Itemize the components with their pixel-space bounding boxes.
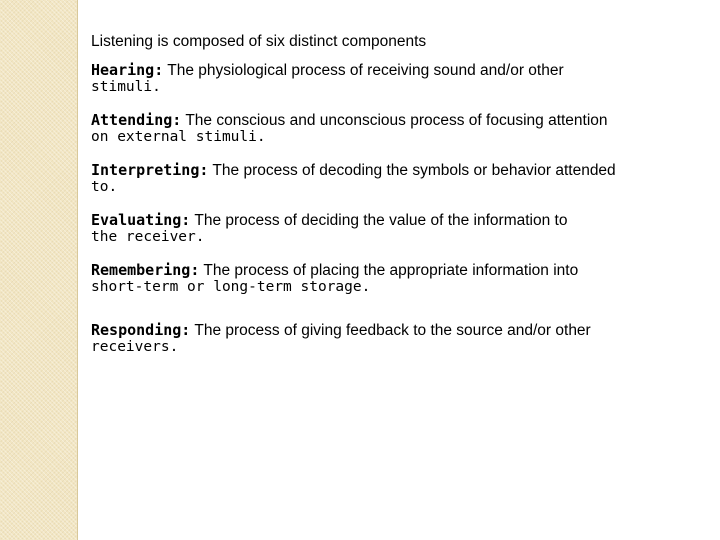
- definition-interpreting-cont: to.: [91, 179, 118, 195]
- list-item-hearing: [91, 62, 701, 95]
- list-item-interpreting: [91, 162, 701, 195]
- definition-evaluating: The process of deciding the value of the information to: [190, 212, 568, 229]
- definition-attending-cont: on external stimuli.: [91, 129, 266, 145]
- definition-attending: The conscious and unconscious process of focusing attention: [181, 112, 608, 129]
- term-attending: Attending:: [91, 111, 182, 129]
- slide-content: [91, 33, 701, 372]
- definition-remembering: The process of placing the appropriate information into: [199, 262, 579, 279]
- term-responding: Responding:: [91, 321, 191, 339]
- term-remembering: Remembering:: [91, 261, 200, 279]
- term-evaluating: Evaluating:: [91, 211, 191, 229]
- list-item-responding: [91, 322, 701, 355]
- term-hearing: Hearing:: [91, 61, 164, 79]
- definition-remembering-cont: short-term or long-term storage.: [91, 279, 371, 295]
- definition-hearing-cont: stimuli.: [91, 79, 161, 95]
- definition-evaluating-cont: the receiver.: [91, 229, 205, 245]
- definition-interpreting: The process of decoding the symbols or behavior attended: [208, 162, 616, 179]
- list-item-attending: [91, 112, 701, 145]
- intro-text: Listening is composed of six distinct components: [91, 33, 427, 50]
- term-interpreting: Interpreting:: [91, 161, 209, 179]
- decorative-sidebar: [0, 0, 78, 540]
- definition-responding: The process of giving feedback to the source and/or other: [190, 322, 591, 339]
- list-item-evaluating: [91, 212, 701, 245]
- list-item-remembering: [91, 262, 701, 295]
- definition-hearing: The physiological process of receiving sound and/or other: [163, 62, 564, 79]
- definition-responding-cont: receivers.: [91, 339, 179, 355]
